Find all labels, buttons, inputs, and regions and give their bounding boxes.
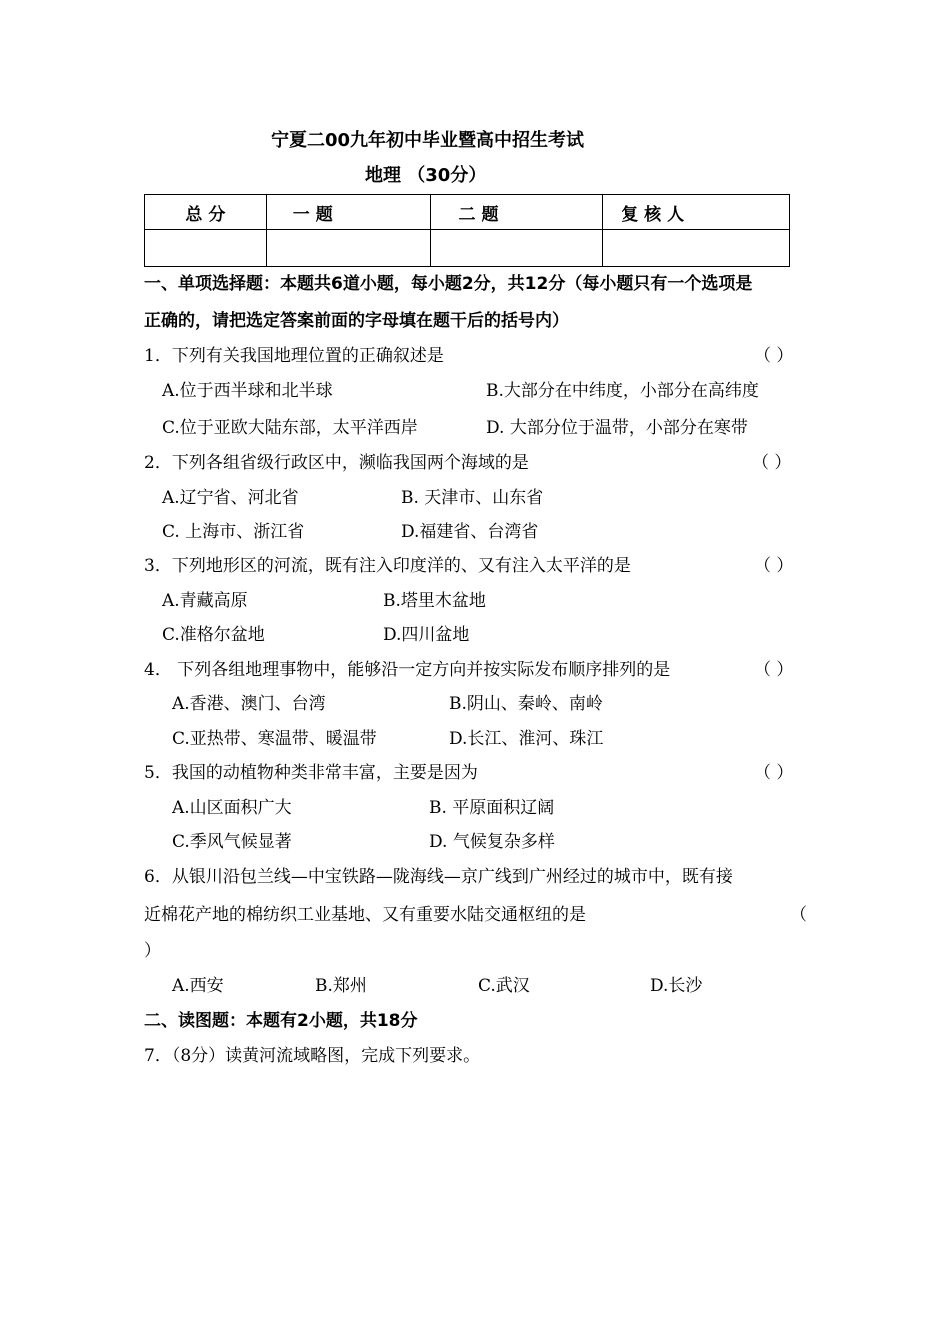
exam-title: 宁夏二00九年初中毕业暨高中招生考试 [271, 130, 585, 151]
question-3-option-c: C.准格尔盆地 [162, 625, 265, 645]
question-3-option-b: B.塔里木盆地 [383, 591, 486, 611]
question-4-option-a: A.香港、澳门、台湾 [172, 694, 326, 714]
question-6-option-c: C.武汉 [478, 976, 530, 996]
question-2-option-a: A.辽宁省、河北省 [162, 488, 299, 508]
header-part-two: 二 题 [430, 195, 603, 230]
header-part-one: 一 题 [266, 195, 430, 230]
cell-reviewer [603, 230, 790, 267]
score-table-entry-row [145, 230, 790, 267]
cell-part-two [430, 230, 603, 267]
question-1-option-a: A.位于西半球和北半球 [162, 381, 333, 401]
question-6-paren-close: ） [144, 941, 161, 961]
question-1-stem: 1．下列有关我国地理位置的正确叙述是 [144, 346, 444, 366]
question-6-option-d: D.长沙 [650, 976, 703, 996]
section1-heading-line2: 正确的，请把选定答案前面的字母填在题干后的括号内） [144, 311, 569, 331]
question-1-option-d: D. 大部分位于温带，小部分在寒带 [486, 418, 748, 438]
question-6-option-b: B.郑州 [315, 976, 367, 996]
question-4-option-d: D.长江、淮河、珠江 [449, 729, 604, 749]
question-5-option-a: A.山区面积广大 [172, 798, 292, 818]
cell-part-one [266, 230, 430, 267]
question-6-option-a: A.西安 [172, 976, 224, 996]
question-6-stem-line1: 6．从银川沿包兰线—中宝铁路—陇海线—京广线到广州经过的城市中，既有接 [144, 867, 733, 887]
question-2-option-c: C. 上海市、浙江省 [162, 522, 305, 542]
score-table-header-row [145, 195, 790, 230]
question-1-option-b: B.大部分在中纬度，小部分在高纬度 [486, 381, 759, 401]
question-5-stem: 5．我国的动植物种类非常丰富，主要是因为 [144, 763, 478, 783]
question-2-stem: 2．下列各组省级行政区中，濒临我国两个海域的是 [144, 453, 529, 473]
question-3-option-d: D.四川盆地 [383, 625, 470, 645]
question-3-option-a: A.青藏高原 [162, 591, 248, 611]
section2-heading: 二、读图题：本题有2小题，共18分 [144, 1011, 418, 1031]
question-4-answer-paren: （ ） [754, 660, 794, 680]
question-5-answer-paren: （ ） [754, 763, 794, 783]
question-4-stem: 4． 下列各组地理事物中，能够沿一定方向并按实际发布顺序排列的是 [144, 660, 671, 680]
cell-total-score [145, 230, 267, 267]
question-2-answer-paren: （ ） [752, 453, 792, 473]
question-2-option-d: D.福建省、台湾省 [401, 522, 539, 542]
question-5-option-c: C.季风气候显著 [172, 832, 292, 852]
question-1-answer-paren: （ ） [754, 346, 794, 366]
question-4-option-c: C.亚热带、寒温带、暖温带 [172, 729, 377, 749]
score-table [144, 194, 790, 267]
question-3-answer-paren: （ ） [754, 556, 794, 576]
section1-heading-line1: 一、单项选择题：本题共6道小题，每小题2分，共12分（每小题只有一个选项是 [144, 274, 753, 294]
exam-subject: 地理 （30分） [365, 165, 487, 186]
header-total-score: 总 分 [145, 195, 267, 230]
question-4-option-b: B.阴山、秦岭、南岭 [449, 694, 603, 714]
header-reviewer: 复 核 人 [603, 195, 790, 230]
question-3-stem: 3．下列地形区的河流，既有注入印度洋的、又有注入太平洋的是 [144, 556, 631, 576]
question-7-stem: 7．（8分）读黄河流域略图，完成下列要求。 [144, 1046, 481, 1066]
question-1-option-c: C.位于亚欧大陆东部，太平洋西岸 [162, 418, 418, 438]
question-6-stem-line2: 近棉花产地的棉纺织工业基地、又有重要水陆交通枢纽的是 [144, 905, 586, 925]
question-5-option-b: B. 平原面积辽阔 [429, 798, 555, 818]
question-2-option-b: B. 天津市、山东省 [401, 488, 544, 508]
question-5-option-d: D. 气候复杂多样 [429, 832, 555, 852]
question-6-paren-open: （ [790, 905, 807, 925]
